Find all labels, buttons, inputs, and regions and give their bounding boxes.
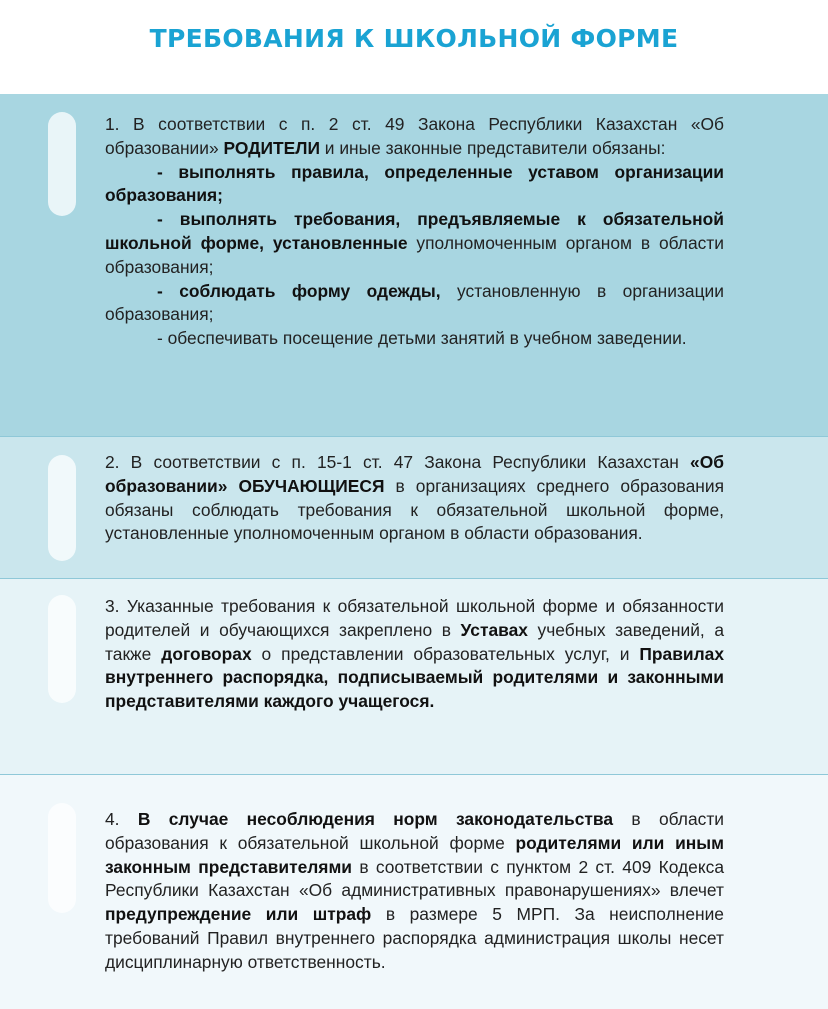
section-2	[0, 436, 828, 578]
section-3-text	[105, 595, 724, 714]
s1-intro-c: и иные законные представители обязаны:	[319, 137, 666, 158]
s4-a: 4.	[105, 809, 138, 829]
s3-b: Уставах	[460, 619, 528, 640]
s3-f: Правилах внутреннего распорядка, подписываемый родителями и законными представителями каждого учащегося.	[105, 643, 724, 712]
s1-item-2b: уполномоченным органом в области образования;	[105, 232, 724, 277]
s2-c: в организациях среднего образования обязаны соблюдать требования к обязательной школьной форме, установленные уполномоченным органом в области образования.	[105, 475, 725, 544]
s1-item-2a: - выполнять требования, предъявляемые к обязательной школьной форме, установленные	[105, 209, 724, 253]
s3-e: о представлении образовательных услуг, и	[251, 643, 640, 664]
s4-f: предупреждение или штраф	[105, 904, 372, 925]
section-marker	[48, 112, 76, 216]
s3-d: договорах	[161, 643, 252, 664]
section-1	[0, 94, 828, 436]
section-4-text	[105, 808, 724, 975]
s4-d: родителями или иным законным представителями	[105, 832, 724, 877]
s1-item-1: - выполнять правила, определенные уставом организации образования;	[105, 161, 724, 206]
s1-intro-b: РОДИТЕЛИ	[223, 137, 320, 158]
s1-item-4: - обеспечивать посещение детьми занятий в учебном заведении.	[157, 328, 687, 349]
s2-b: «Об образовании» ОБУЧАЮЩИЕСЯ	[105, 452, 724, 496]
section-marker	[48, 595, 76, 703]
s4-g: в размере 5 МРП. За неисполнение требований Правил внутреннего распорядка администрация школы несет дисциплинарную ответственность.	[105, 904, 724, 972]
section-marker	[48, 803, 76, 913]
section-4	[0, 774, 828, 1009]
s3-a: 3. Указанные требования к обязательной школьной форме и обязанности родителей и обучающихся закреплено в	[105, 596, 724, 640]
s4-b: В случае несоблюдения норм законодательства	[137, 809, 614, 829]
s4-e: в соответствии с пунктом 2 ст. 409 Кодекса Республики Казахстан «Об административных правонарушениях» влечет	[105, 856, 725, 901]
s4-c: в области образования к обязательной школьной форме	[105, 809, 724, 853]
s1-item-3b: установленную в организации образования;	[105, 280, 724, 325]
section-3	[0, 578, 828, 774]
s1-item-3a: - соблюдать форму одежды,	[157, 280, 441, 301]
section-2-text	[105, 451, 724, 546]
s1-intro-a: 1. В соответствии с п. 2 ст. 49 Закона Республики Казахстан «Об образовании»	[105, 114, 724, 158]
s2-a: 2. В соответствии с п. 15-1 ст. 47 Закона Республики Казахстан	[105, 452, 691, 472]
s3-c: учебных заведений, а также	[105, 619, 725, 664]
section-marker	[48, 455, 76, 561]
section-1-text	[105, 113, 724, 351]
header	[0, 0, 828, 80]
page-title: ТРЕБОВАНИЯ К ШКОЛЬНОЙ ФОРМЕ	[149, 24, 679, 53]
